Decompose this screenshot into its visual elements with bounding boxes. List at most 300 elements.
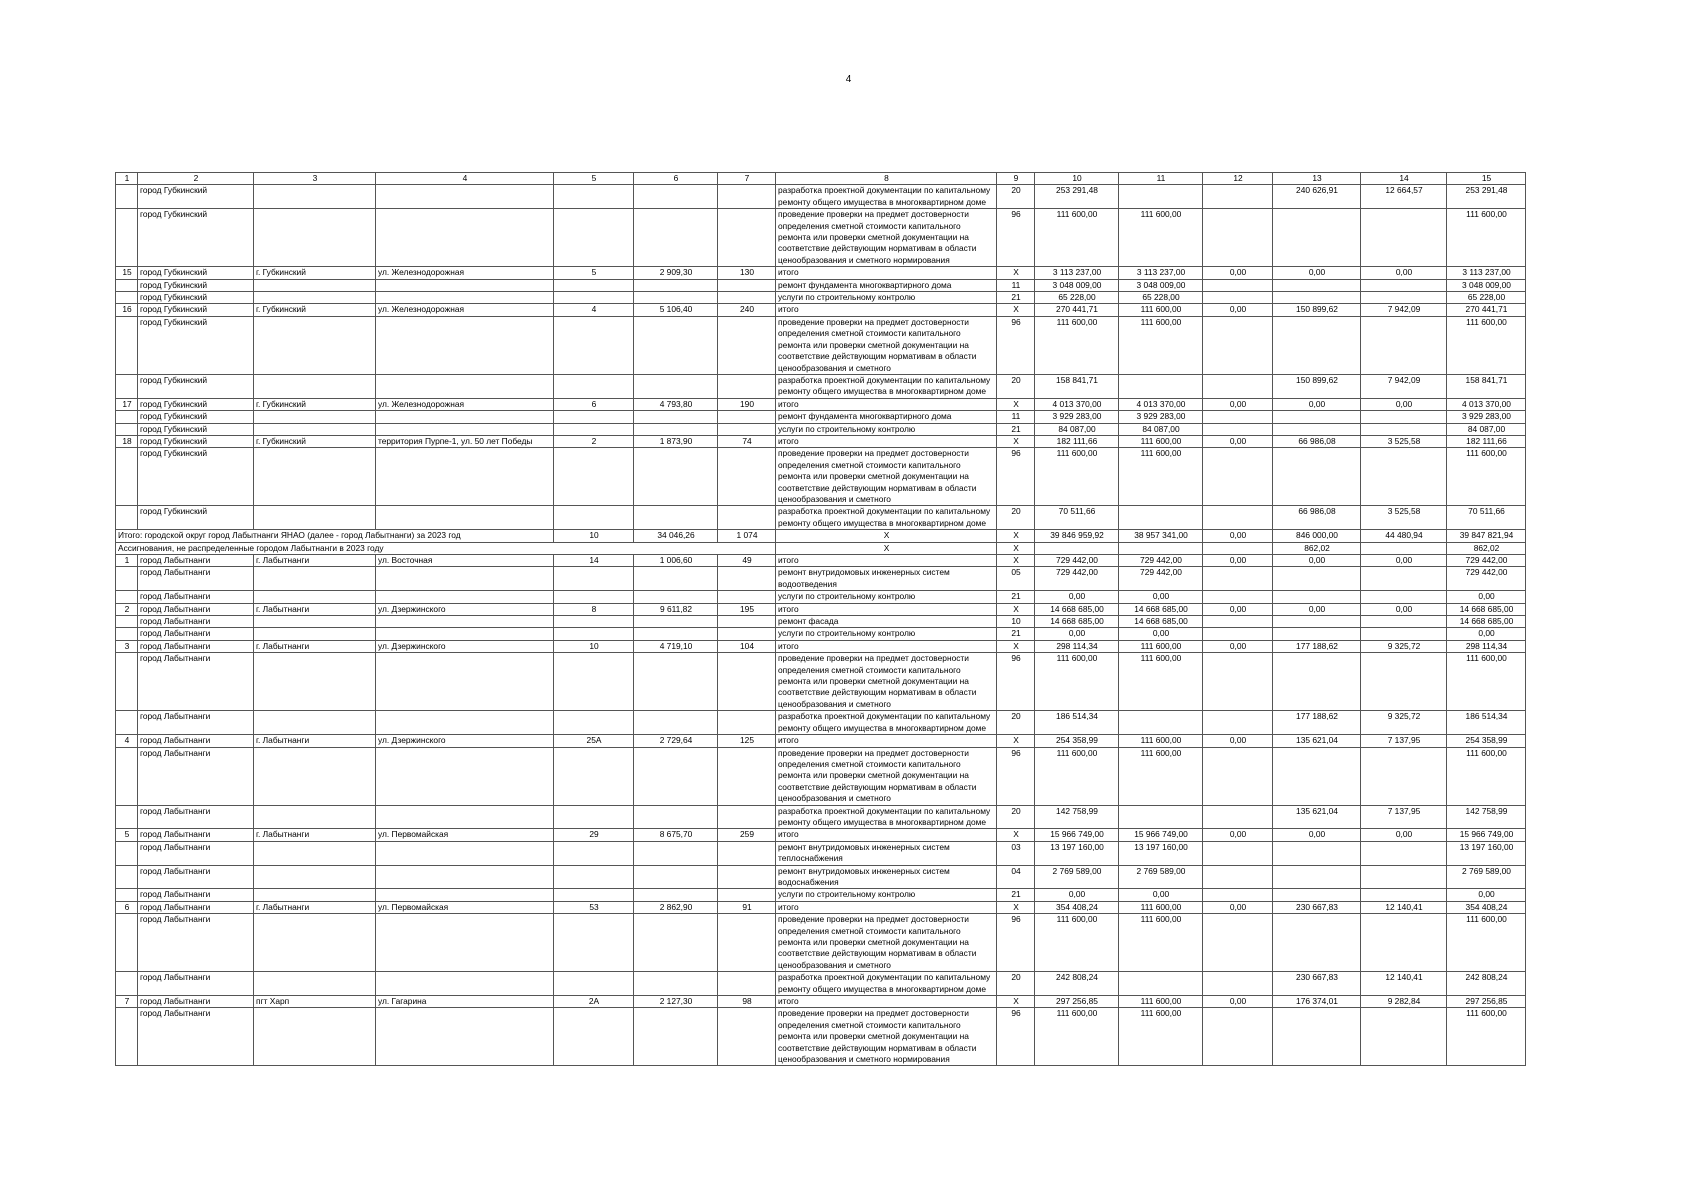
table-cell: X xyxy=(997,996,1035,1008)
table-cell xyxy=(116,841,138,865)
table-cell: 0,00 xyxy=(1119,889,1203,901)
table-cell xyxy=(376,423,554,435)
header-row xyxy=(116,173,1526,185)
table-cell: итого xyxy=(776,996,997,1008)
table-cell xyxy=(254,805,376,829)
table-cell xyxy=(116,567,138,591)
table-row xyxy=(116,209,1526,267)
table-cell xyxy=(1203,448,1273,506)
total-cell: 34 046,26 xyxy=(634,530,718,542)
table-cell xyxy=(554,448,634,506)
table-cell: 11 xyxy=(997,279,1035,291)
table-cell xyxy=(554,1008,634,1066)
table-cell: 2 xyxy=(116,603,138,615)
table-cell xyxy=(1203,567,1273,591)
table-cell xyxy=(376,316,554,374)
column-number-header: 5 xyxy=(554,173,634,185)
table-cell: 13 197 160,00 xyxy=(1119,841,1203,865)
table-cell: X xyxy=(997,640,1035,652)
table-cell: 111 600,00 xyxy=(1035,653,1119,711)
table-cell: 70 511,66 xyxy=(1035,506,1119,530)
table-cell xyxy=(1203,591,1273,603)
table-cell xyxy=(116,889,138,901)
table-cell xyxy=(1273,423,1361,435)
table-row xyxy=(116,616,1526,628)
table-cell: город Лабытнанги xyxy=(138,653,254,711)
table-cell xyxy=(376,616,554,628)
table-cell xyxy=(116,747,138,805)
table-cell: итого xyxy=(776,829,997,841)
table-cell: 3 048 009,00 xyxy=(1035,279,1119,291)
table-cell xyxy=(1273,316,1361,374)
table-cell: 0,00 xyxy=(1447,591,1526,603)
table-cell: 0,00 xyxy=(1273,555,1361,567)
table-cell xyxy=(1273,209,1361,267)
table-cell xyxy=(718,591,776,603)
table-cell xyxy=(116,591,138,603)
table-cell: город Губкинский xyxy=(138,435,254,447)
table-cell: 111 600,00 xyxy=(1447,316,1526,374)
table-cell xyxy=(376,865,554,889)
table-cell xyxy=(554,567,634,591)
table-cell: ул. Дзержинского xyxy=(376,640,554,652)
table-row xyxy=(116,914,1526,972)
table-cell xyxy=(116,292,138,304)
table-cell: 4 719,10 xyxy=(634,640,718,652)
table-cell: разработка проектной документации по капитальному ремонту общего имущества в многоквартирном доме xyxy=(776,972,997,996)
table-cell: 111 600,00 xyxy=(1447,747,1526,805)
table-cell xyxy=(254,653,376,711)
table-cell: ремонт фундамента многоквартирного дома xyxy=(776,411,997,423)
table-cell: 5 xyxy=(554,267,634,279)
table-cell: г. Лабытнанги xyxy=(254,735,376,747)
table-cell: 7 137,95 xyxy=(1361,805,1447,829)
table-cell xyxy=(718,411,776,423)
table-cell: 18 xyxy=(116,435,138,447)
table-cell: ремонт внутридомовых инженерных систем теплоснабжения xyxy=(776,841,997,865)
table-cell xyxy=(1361,616,1447,628)
table-cell xyxy=(634,591,718,603)
table-cell: 230 667,83 xyxy=(1273,901,1361,913)
table-cell xyxy=(376,889,554,901)
table-cell: г. Лабытнанги xyxy=(254,603,376,615)
table-cell: 242 808,24 xyxy=(1447,972,1526,996)
table-cell xyxy=(116,279,138,291)
table-cell: город Лабытнанги xyxy=(138,616,254,628)
table-cell xyxy=(1273,841,1361,865)
table-cell xyxy=(1119,185,1203,209)
table-cell xyxy=(718,805,776,829)
table-cell: 3 525,58 xyxy=(1361,435,1447,447)
table-cell xyxy=(1361,279,1447,291)
table-cell xyxy=(554,889,634,901)
table-cell: город Лабытнанги xyxy=(138,711,254,735)
column-number-header: 13 xyxy=(1273,173,1361,185)
table-cell: г. Лабытнанги xyxy=(254,829,376,841)
table-cell xyxy=(1273,279,1361,291)
table-cell xyxy=(254,711,376,735)
table-cell: 240 xyxy=(718,304,776,316)
table-row xyxy=(116,628,1526,640)
table-cell xyxy=(376,805,554,829)
table-cell xyxy=(554,841,634,865)
table-cell: город Лабытнанги xyxy=(138,972,254,996)
table-row xyxy=(116,640,1526,652)
table-cell: 729 442,00 xyxy=(1119,567,1203,591)
table-cell: 111 600,00 xyxy=(1119,735,1203,747)
table-cell: 729 442,00 xyxy=(1035,555,1119,567)
table-cell: 0,00 xyxy=(1361,829,1447,841)
table-cell: разработка проектной документации по капитальному ремонту общего имущества в многоквартирном доме xyxy=(776,374,997,398)
table-row xyxy=(116,805,1526,829)
table-cell: город Лабытнанги xyxy=(138,841,254,865)
table-cell xyxy=(718,889,776,901)
table-cell: 111 600,00 xyxy=(1119,435,1203,447)
table-cell: 0,00 xyxy=(1119,591,1203,603)
table-cell xyxy=(1119,972,1203,996)
table-cell xyxy=(1361,209,1447,267)
table-cell xyxy=(116,374,138,398)
table-cell: 12 664,57 xyxy=(1361,185,1447,209)
table-cell: город Лабытнанги xyxy=(138,1008,254,1066)
table-cell xyxy=(116,914,138,972)
table-cell: 12 140,41 xyxy=(1361,901,1447,913)
table-cell xyxy=(254,448,376,506)
table-cell xyxy=(1203,423,1273,435)
table-cell xyxy=(718,374,776,398)
table-cell: 8 675,70 xyxy=(634,829,718,841)
table-cell: 195 xyxy=(718,603,776,615)
table-cell: 20 xyxy=(997,972,1035,996)
table-cell: 3 113 237,00 xyxy=(1447,267,1526,279)
table-cell xyxy=(376,292,554,304)
table-row xyxy=(116,304,1526,316)
table-cell xyxy=(1361,423,1447,435)
table-cell: город Губкинский xyxy=(138,506,254,530)
table-cell: город Лабытнанги xyxy=(138,640,254,652)
table-cell xyxy=(718,506,776,530)
total-cell: 39 847 821,94 xyxy=(1447,530,1526,542)
table-cell xyxy=(718,747,776,805)
table-cell: ул. Железнодорожная xyxy=(376,267,554,279)
total-cell: 44 480,94 xyxy=(1361,530,1447,542)
table-cell: 17 xyxy=(116,398,138,410)
table-cell: 21 xyxy=(997,292,1035,304)
table-cell xyxy=(1203,747,1273,805)
table-cell: 4 793,80 xyxy=(634,398,718,410)
table-cell: разработка проектной документации по капитальному ремонту общего имущества в многоквартирном доме xyxy=(776,506,997,530)
table-cell: 7 942,09 xyxy=(1361,374,1447,398)
table-cell xyxy=(554,805,634,829)
table-cell: 04 xyxy=(997,865,1035,889)
table-cell: 7 xyxy=(116,996,138,1008)
table-cell xyxy=(1203,805,1273,829)
table-row xyxy=(116,279,1526,291)
table-cell: г. Губкинский xyxy=(254,267,376,279)
table-cell: 96 xyxy=(997,747,1035,805)
table-cell xyxy=(718,972,776,996)
table-cell xyxy=(254,316,376,374)
table-cell: итого xyxy=(776,398,997,410)
table-cell: услуги по строительному контролю xyxy=(776,423,997,435)
table-row xyxy=(116,398,1526,410)
table-row xyxy=(116,735,1526,747)
table-cell xyxy=(634,185,718,209)
table-cell xyxy=(1273,914,1361,972)
table-cell: город Губкинский xyxy=(138,374,254,398)
table-cell: 253 291,48 xyxy=(1035,185,1119,209)
table-cell: 354 408,24 xyxy=(1035,901,1119,913)
table-cell: ремонт фундамента многоквартирного дома xyxy=(776,279,997,291)
table-cell xyxy=(718,292,776,304)
table-cell xyxy=(634,448,718,506)
table-cell xyxy=(376,411,554,423)
table-cell xyxy=(1361,411,1447,423)
table-cell: 14 668 685,00 xyxy=(1119,603,1203,615)
table-cell: 9 325,72 xyxy=(1361,711,1447,735)
table-cell xyxy=(254,628,376,640)
table-cell: 98 xyxy=(718,996,776,1008)
table-cell: итого xyxy=(776,304,997,316)
table-cell: 03 xyxy=(997,841,1035,865)
unallocated-label: Ассигнования, не распределенные городом Лабытнанги в 2023 году xyxy=(116,542,776,554)
table-cell: 15 966 749,00 xyxy=(1447,829,1526,841)
table-cell: 0,00 xyxy=(1273,267,1361,279)
table-cell: 25А xyxy=(554,735,634,747)
table-cell xyxy=(1203,841,1273,865)
table-cell xyxy=(1203,653,1273,711)
table-cell xyxy=(554,374,634,398)
table-cell xyxy=(1203,865,1273,889)
table-cell: X xyxy=(997,603,1035,615)
table-cell: город Лабытнанги xyxy=(138,996,254,1008)
table-cell: 10 xyxy=(997,616,1035,628)
table-cell: 66 986,08 xyxy=(1273,435,1361,447)
table-cell: 182 111,66 xyxy=(1035,435,1119,447)
table-cell: 2 729,64 xyxy=(634,735,718,747)
table-cell: итого xyxy=(776,901,997,913)
table-cell: 3 929 283,00 xyxy=(1035,411,1119,423)
table-cell xyxy=(1361,448,1447,506)
table-cell xyxy=(554,628,634,640)
table-cell xyxy=(254,914,376,972)
table-cell xyxy=(1203,616,1273,628)
table-cell: ул. Дзержинского xyxy=(376,603,554,615)
table-cell: 3 048 009,00 xyxy=(1447,279,1526,291)
table-cell xyxy=(634,1008,718,1066)
table-cell xyxy=(634,506,718,530)
table-cell: 0,00 xyxy=(1447,889,1526,901)
table-cell: 111 600,00 xyxy=(1035,914,1119,972)
table-cell xyxy=(116,616,138,628)
table-cell xyxy=(116,411,138,423)
table-cell: 0,00 xyxy=(1203,398,1273,410)
table-row xyxy=(116,435,1526,447)
table-cell: 65 228,00 xyxy=(1119,292,1203,304)
table-cell: город Лабытнанги xyxy=(138,829,254,841)
table-cell: город Лабытнанги xyxy=(138,628,254,640)
total-cell: 10 xyxy=(554,530,634,542)
table-cell: итого xyxy=(776,735,997,747)
table-cell: 177 188,62 xyxy=(1273,640,1361,652)
table-cell: 729 442,00 xyxy=(1035,567,1119,591)
table-cell: 13 197 160,00 xyxy=(1447,841,1526,865)
table-cell: 15 966 749,00 xyxy=(1119,829,1203,841)
total-cell: 1 074 xyxy=(718,530,776,542)
table-cell xyxy=(376,567,554,591)
column-number-header: 4 xyxy=(376,173,554,185)
table-cell xyxy=(718,567,776,591)
table-cell xyxy=(376,1008,554,1066)
total-cell: 846 000,00 xyxy=(1273,530,1361,542)
table-row xyxy=(116,603,1526,615)
table-cell xyxy=(554,316,634,374)
table-cell xyxy=(254,374,376,398)
table-cell: 2 909,30 xyxy=(634,267,718,279)
table-cell: 111 600,00 xyxy=(1119,996,1203,1008)
table-cell: город Губкинский xyxy=(138,292,254,304)
table-cell xyxy=(634,316,718,374)
table-cell: город Губкинский xyxy=(138,398,254,410)
table-cell: 65 228,00 xyxy=(1447,292,1526,304)
table-cell xyxy=(634,567,718,591)
column-number-header: 3 xyxy=(254,173,376,185)
unallocated-cell xyxy=(1119,542,1203,554)
table-cell: 2 769 589,00 xyxy=(1447,865,1526,889)
table-cell xyxy=(634,374,718,398)
table-cell: 4 013 370,00 xyxy=(1035,398,1119,410)
table-cell xyxy=(554,411,634,423)
table-cell: 6 xyxy=(116,901,138,913)
table-cell: 3 929 283,00 xyxy=(1119,411,1203,423)
table-cell: 2 769 589,00 xyxy=(1035,865,1119,889)
table-cell: город Губкинский xyxy=(138,411,254,423)
table-cell: 0,00 xyxy=(1361,603,1447,615)
table-cell xyxy=(718,628,776,640)
table-cell: 12 140,41 xyxy=(1361,972,1447,996)
table-cell: ул. Железнодорожная xyxy=(376,398,554,410)
page-number: 4 xyxy=(845,74,852,85)
table-cell: 70 511,66 xyxy=(1447,506,1526,530)
table-cell: 0,00 xyxy=(1203,640,1273,652)
table-cell: 0,00 xyxy=(1203,304,1273,316)
table-cell: город Лабытнанги xyxy=(138,865,254,889)
table-cell: город Губкинский xyxy=(138,423,254,435)
table-cell xyxy=(254,841,376,865)
table-cell: 298 114,34 xyxy=(1447,640,1526,652)
table-cell: итого xyxy=(776,603,997,615)
table-cell: ул. Дзержинского xyxy=(376,735,554,747)
table-cell xyxy=(1361,292,1447,304)
table-cell: 186 514,34 xyxy=(1447,711,1526,735)
table-cell: 111 600,00 xyxy=(1447,209,1526,267)
table-cell xyxy=(718,653,776,711)
table-cell xyxy=(1361,865,1447,889)
table-cell: ул. Первомайская xyxy=(376,829,554,841)
total-cell: 39 846 959,92 xyxy=(1035,530,1119,542)
table-cell xyxy=(116,628,138,640)
table-cell xyxy=(1203,279,1273,291)
column-number-header: 9 xyxy=(997,173,1035,185)
table-cell xyxy=(554,279,634,291)
table-cell: город Губкинский xyxy=(138,209,254,267)
table-cell: 230 667,83 xyxy=(1273,972,1361,996)
table-cell: 182 111,66 xyxy=(1447,435,1526,447)
table-cell xyxy=(1361,316,1447,374)
table-cell xyxy=(634,841,718,865)
table-cell: 111 600,00 xyxy=(1447,914,1526,972)
table-cell xyxy=(634,711,718,735)
table-cell: 0,00 xyxy=(1203,267,1273,279)
unallocated-cell xyxy=(1203,542,1273,554)
table-cell xyxy=(634,972,718,996)
table-cell: пгт Харп xyxy=(254,996,376,1008)
table-cell: 2 xyxy=(554,435,634,447)
table-cell: 0,00 xyxy=(1361,555,1447,567)
table-cell: 0,00 xyxy=(1203,901,1273,913)
table-cell xyxy=(554,865,634,889)
table-cell: 21 xyxy=(997,889,1035,901)
table-cell xyxy=(376,279,554,291)
table-cell: город Губкинский xyxy=(138,267,254,279)
table-cell: 20 xyxy=(997,374,1035,398)
table-cell: 7 137,95 xyxy=(1361,735,1447,747)
table-cell: итого xyxy=(776,435,997,447)
table-cell: 16 xyxy=(116,304,138,316)
table-cell xyxy=(1203,374,1273,398)
total-cell: X xyxy=(776,530,997,542)
table-cell: 254 358,99 xyxy=(1447,735,1526,747)
table-cell: 5 106,40 xyxy=(634,304,718,316)
total-cell: X xyxy=(997,530,1035,542)
table-cell xyxy=(116,185,138,209)
column-number-header: 8 xyxy=(776,173,997,185)
table-cell xyxy=(376,972,554,996)
table-cell xyxy=(554,292,634,304)
table-cell: 158 841,71 xyxy=(1447,374,1526,398)
table-cell: X xyxy=(997,267,1035,279)
table-row xyxy=(116,316,1526,374)
table-cell: 254 358,99 xyxy=(1035,735,1119,747)
table-cell: 253 291,48 xyxy=(1447,185,1526,209)
table-cell: ул. Гагарина xyxy=(376,996,554,1008)
table-row xyxy=(116,889,1526,901)
table-cell: 10 xyxy=(554,640,634,652)
table-cell xyxy=(1203,209,1273,267)
unallocated-cell xyxy=(1361,542,1447,554)
table-cell: 0,00 xyxy=(1203,996,1273,1008)
table-cell: город Лабытнанги xyxy=(138,914,254,972)
table-cell: 259 xyxy=(718,829,776,841)
table-cell xyxy=(254,506,376,530)
table-cell: город Лабытнанги xyxy=(138,901,254,913)
table-cell: 0,00 xyxy=(1273,603,1361,615)
table-cell: 270 441,71 xyxy=(1035,304,1119,316)
column-number-header: 11 xyxy=(1119,173,1203,185)
table-cell xyxy=(116,711,138,735)
table-cell: 14 668 685,00 xyxy=(1035,616,1119,628)
table-cell xyxy=(376,209,554,267)
table-cell xyxy=(718,865,776,889)
table-cell xyxy=(634,747,718,805)
table-cell xyxy=(1273,591,1361,603)
unallocated-cell: 862,02 xyxy=(1273,542,1361,554)
table-cell xyxy=(718,448,776,506)
table-cell: город Лабытнанги xyxy=(138,805,254,829)
table-row xyxy=(116,829,1526,841)
table-cell: 15 xyxy=(116,267,138,279)
table-cell: X xyxy=(997,829,1035,841)
